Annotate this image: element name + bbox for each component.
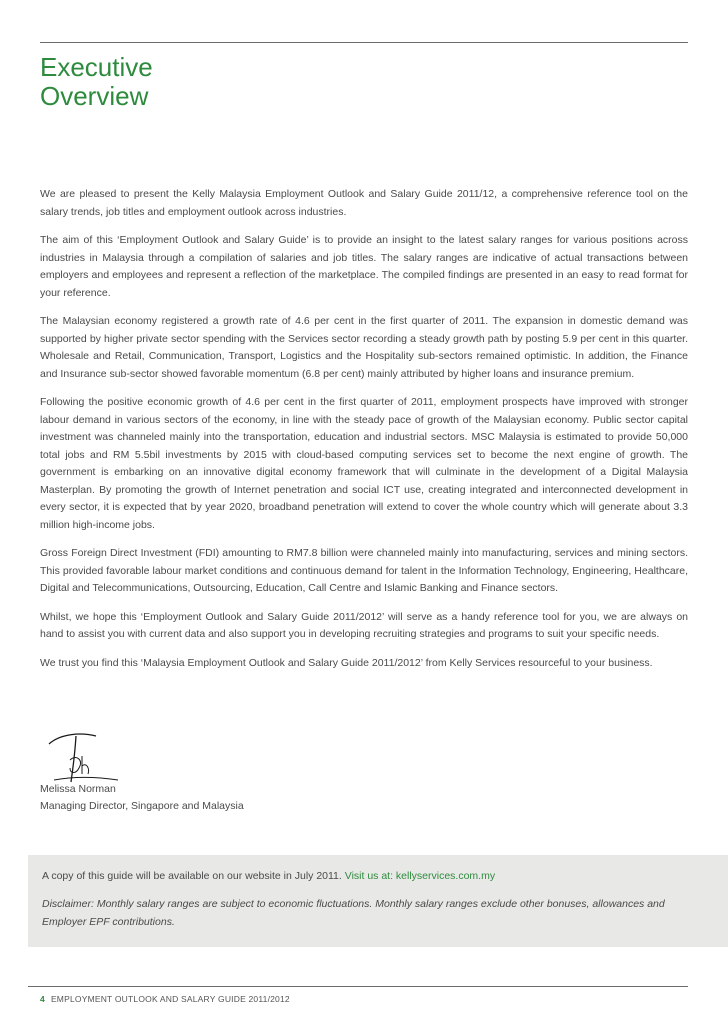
paragraph-closing: We trust you find this ‘Malaysia Employment Outlook and Salary Guide 2011/2012’ from Kelly Services resourceful to your business.	[40, 656, 653, 669]
handwritten-signature	[46, 730, 120, 788]
page-title-line1: Executive	[40, 52, 153, 82]
availability-text: A copy of this guide will be available on our website in July 2011.	[42, 870, 342, 882]
signatory-name: Melissa Norman	[40, 783, 116, 795]
signatory-role: Managing Director, Singapore and Malaysia	[40, 800, 244, 812]
website-notice-panel	[28, 855, 728, 947]
website-link[interactable]: Visit us at: kellyservices.com.my	[344, 870, 496, 882]
paragraph-aim: The aim of this ‘Employment Outlook and Salary Guide’ is to provide an insight to the latest salary ranges for various positions across industries in Malaysia through a compilation of salaries and job titles. The salary ranges are indicative of actual transactions between employers and employees and represent a reflection of the marketplace. The compiled findings are presented in an easy to read format for your reference.	[40, 234, 688, 299]
paragraph-hope: Whilst, we hope this ‘Employment Outlook and Salary Guide 2011/2012’ will serve as a handy reference tool for you, we are always on hand to assist you with current data and also support you in developing recruiting strategies and programs to suit your specific needs.	[40, 610, 688, 640]
footer-divider	[28, 986, 688, 987]
paragraph-fdi: Gross Foreign Direct Investment (FDI) amounting to RM7.8 billion were channeled mainly into manufacturing, services and mining sectors. This provided favorable labour market conditions and continuous demand for talent in the Information Technology, Engineering, Healthcare, Digital and Telecommunications, Outsourcing, Education, Call Centre and Islamic Banking and Finance sectors.	[40, 547, 688, 594]
page-footer	[40, 993, 290, 1005]
paragraph-employment: Following the positive economic growth of 4.6 per cent in the first quarter of 2011, employment prospects have improved with stronger labour demand in various sectors of the economy, in line with the steady pace of growth of the Malaysian economy. Public sector capital investment was channeled mainly into the transportation, education and industrial sectors. MSC Malaysia is estimated to provide 50,000 total jobs and RM 5.5bil investments by 2015 with cloud-based computing services set to become the next engine of growth. The government is embarking on an innovative digital economy framework that will culminate in the development of a Digital Malaysia Masterplan. By promoting the growth of Internet penetration and social ICT use, creating integrated and interconnected development in every sector, it is expected that by year 2020, broadband penetration will extend to cover the whole country which will generate about 3.3 million high-income jobs.	[40, 396, 688, 531]
page-number: 4	[40, 994, 45, 1004]
salary-disclaimer: Disclaimer: Monthly salary ranges are subject to economic fluctuations. Monthly salary ranges exclude other bonuses, allowances and Employer EPF contributions.	[42, 898, 665, 928]
page-title	[40, 53, 153, 111]
running-title: EMPLOYMENT OUTLOOK AND SALARY GUIDE 2011/2012	[50, 994, 290, 1004]
paragraph-economy: The Malaysian economy registered a growth rate of 4.6 per cent in the first quarter of 2011. The expansion in domestic demand was supported by higher private sector spending with the Services sector recording a steady growth path by posting 5.9 per cent in this quarter. Wholesale and Retail, Communication, Transport, Logistics and the Hospitality sub-sectors remained optimistic. In addition, the Finance and Insurance sub-sector showed favorable momentum (6.8 per cent) mainly attributed by higher loans and insurance premium.	[40, 315, 688, 380]
paragraph-intro: We are pleased to present the Kelly Malaysia Employment Outlook and Salary Guide 2011/12, a comprehensive reference tool on the salary trends, job titles and employment outlook across industries.	[40, 188, 688, 218]
top-divider	[40, 42, 688, 43]
overview-body	[40, 186, 688, 683]
availability-note	[42, 868, 495, 884]
page-title-line2: Overview	[40, 81, 149, 111]
